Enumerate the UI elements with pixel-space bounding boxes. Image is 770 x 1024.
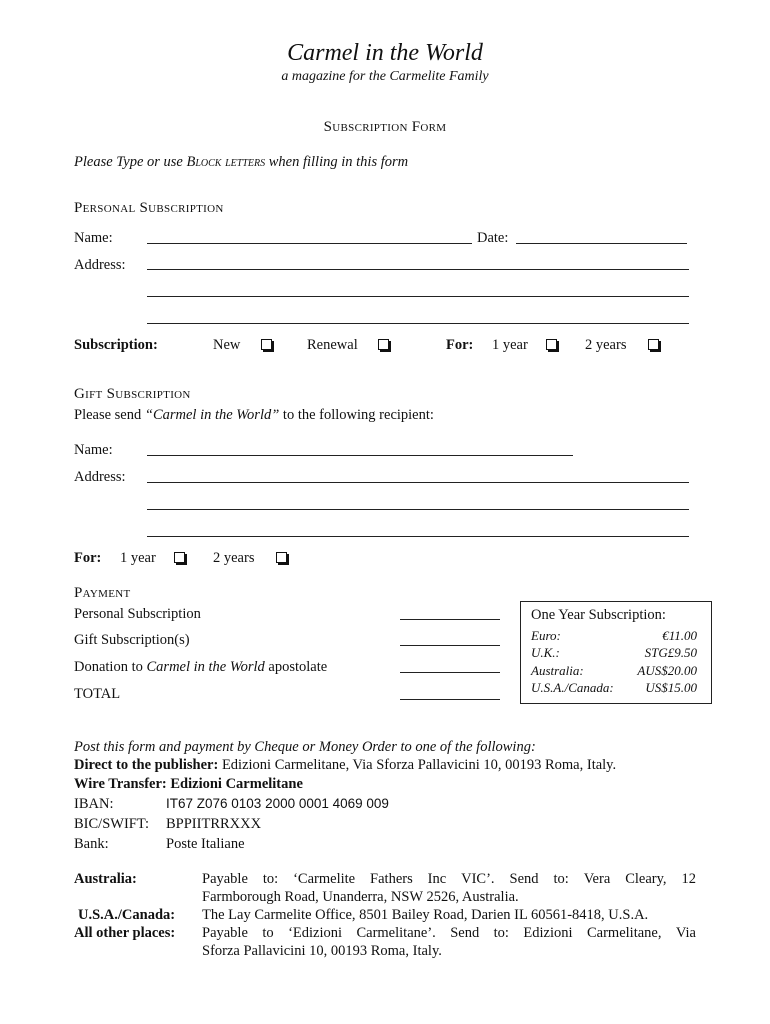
- personal-name-label: Name:: [74, 230, 113, 246]
- personal-date-label: Date:: [477, 230, 509, 246]
- australia-line-1: [202, 871, 696, 888]
- word: Send: [450, 925, 480, 941]
- payment-personal-field[interactable]: [400, 619, 500, 620]
- wire-transfer: Wire Transfer: Edizioni Carmelitane: [74, 776, 303, 792]
- renewal-checkbox[interactable]: [378, 339, 389, 350]
- subscription-label: Subscription:: [74, 337, 158, 353]
- gift-address-line-1[interactable]: [147, 482, 689, 483]
- personal-for-label: For:: [446, 337, 474, 353]
- gift-2years-checkbox[interactable]: [276, 552, 287, 563]
- word: Fathers: [370, 871, 413, 887]
- usa-canada-label: U.S.A./Canada:: [78, 907, 176, 923]
- post-instruction: Post this form and payment by Cheque or Money Order to one of the following:: [74, 739, 536, 755]
- word: to: [262, 925, 274, 941]
- renewal-label: Renewal: [307, 337, 358, 353]
- word: to:: [262, 871, 279, 887]
- instruction-caps: Block letters: [186, 154, 266, 170]
- price-value: US$15.00: [645, 680, 697, 695]
- price-label: Australia:: [531, 663, 584, 678]
- payment-donation-field[interactable]: [400, 672, 500, 673]
- word: ‘Edizioni: [288, 925, 343, 941]
- price-box: [520, 601, 712, 704]
- payment-donation-label: [74, 659, 327, 676]
- personal-name-field[interactable]: [147, 243, 472, 244]
- word: VIC’.: [461, 871, 495, 887]
- word: Edizioni: [523, 925, 573, 941]
- payment-heading: Payment: [74, 585, 131, 601]
- personal-2years-checkbox[interactable]: [648, 339, 659, 350]
- word: Send: [509, 871, 539, 887]
- form-title: Subscription Form: [323, 119, 447, 135]
- word: Carmelitane’.: [356, 925, 436, 941]
- word: 12: [681, 871, 696, 887]
- personal-address-line-2[interactable]: [147, 296, 689, 297]
- price-value: AUS$20.00: [637, 663, 697, 678]
- instruction-pre: Please Type or use: [74, 154, 187, 170]
- magazine-subtitle: a magazine for the Carmelite Family: [281, 69, 489, 84]
- price-label: U.K.:: [531, 645, 560, 660]
- word: to:: [493, 925, 509, 941]
- personal-address-line-1[interactable]: [147, 269, 689, 270]
- new-checkbox[interactable]: [261, 339, 272, 350]
- personal-heading: Personal Subscription: [74, 200, 224, 216]
- usa-canada-text: The Lay Carmelite Office, 8501 Bailey Road, Darien IL 60561-8418, U.S.A.: [202, 907, 649, 923]
- gift-address-label: Address:: [74, 469, 126, 485]
- iban-label: IBAN:: [74, 796, 114, 812]
- price-label: Euro:: [531, 628, 561, 643]
- iban-value: IT67 Z076 0103 2000 0001 4069 009: [166, 796, 389, 811]
- payment-total-label: TOTAL: [74, 686, 121, 702]
- australia-label: Australia:: [74, 871, 137, 887]
- donation-title: Carmel in the World: [146, 659, 265, 675]
- donation-post: apostolate: [264, 659, 328, 675]
- gift-intro: [74, 407, 434, 424]
- form-instruction: [74, 154, 408, 171]
- gift-intro-title: “Carmel in the World”: [144, 407, 280, 423]
- payment-gift-field[interactable]: [400, 645, 500, 646]
- gift-1year-checkbox[interactable]: [174, 552, 185, 563]
- word: Vera: [583, 871, 611, 887]
- gift-address-line-3[interactable]: [147, 536, 689, 537]
- other-places-line-1: [202, 925, 696, 942]
- personal-1year-checkbox[interactable]: [546, 339, 557, 350]
- gift-2years-label: 2 years: [213, 550, 255, 566]
- personal-2years-label: 2 years: [585, 337, 627, 353]
- bank-value: Poste Italiane: [166, 836, 245, 852]
- gift-intro-pre: Please send: [74, 407, 145, 423]
- word: Via: [675, 925, 696, 941]
- word: Cleary,: [625, 871, 667, 887]
- direct-line: [74, 757, 616, 774]
- personal-address-line-3[interactable]: [147, 323, 689, 324]
- new-label: New: [213, 337, 241, 353]
- personal-address-label: Address:: [74, 257, 126, 273]
- other-places-label: All other places:: [74, 925, 176, 941]
- gift-name-label: Name:: [74, 442, 113, 458]
- instruction-post: when filling in this form: [265, 154, 409, 170]
- gift-address-line-2[interactable]: [147, 509, 689, 510]
- word: ‘Carmelite: [293, 871, 356, 887]
- personal-1year-label: 1 year: [492, 337, 528, 353]
- bic-value: BPPIITRRXXX: [166, 816, 262, 832]
- price-box-title: One Year Subscription:: [531, 607, 666, 623]
- gift-intro-post: to the following recipient:: [279, 407, 434, 423]
- gift-heading: Gift Subscription: [74, 386, 191, 402]
- donation-pre: Donation to: [74, 659, 147, 675]
- direct-label: Direct to the publisher:: [74, 757, 219, 773]
- price-value: STG£9.50: [644, 645, 697, 660]
- australia-line-2: Farmborough Road, Unanderra, NSW 2526, Australia.: [202, 889, 519, 905]
- payment-total-field[interactable]: [400, 699, 500, 700]
- bic-label: BIC/SWIFT:: [74, 816, 150, 832]
- gift-name-field[interactable]: [147, 455, 573, 456]
- payment-personal-label: Personal Subscription: [74, 606, 201, 622]
- price-label: U.S.A./Canada:: [531, 680, 614, 695]
- bank-label: Bank:: [74, 836, 109, 852]
- gift-for-label: For:: [74, 550, 102, 566]
- personal-date-field[interactable]: [516, 243, 687, 244]
- other-places-line-2: Sforza Pallavicini 10, 00193 Roma, Italy.: [202, 943, 442, 959]
- word: Payable: [202, 925, 248, 941]
- direct-text: Edizioni Carmelitane, Via Sforza Pallavicini 10, 00193 Roma, Italy.: [218, 757, 617, 773]
- word: to:: [553, 871, 569, 887]
- word: Inc: [427, 871, 447, 887]
- price-value: €11.00: [662, 628, 697, 643]
- word: Carmelitane,: [586, 925, 662, 941]
- payment-gift-label: Gift Subscription(s): [74, 632, 190, 648]
- word: Payable: [202, 871, 248, 887]
- gift-1year-label: 1 year: [120, 550, 156, 566]
- magazine-title: Carmel in the World: [287, 40, 483, 66]
